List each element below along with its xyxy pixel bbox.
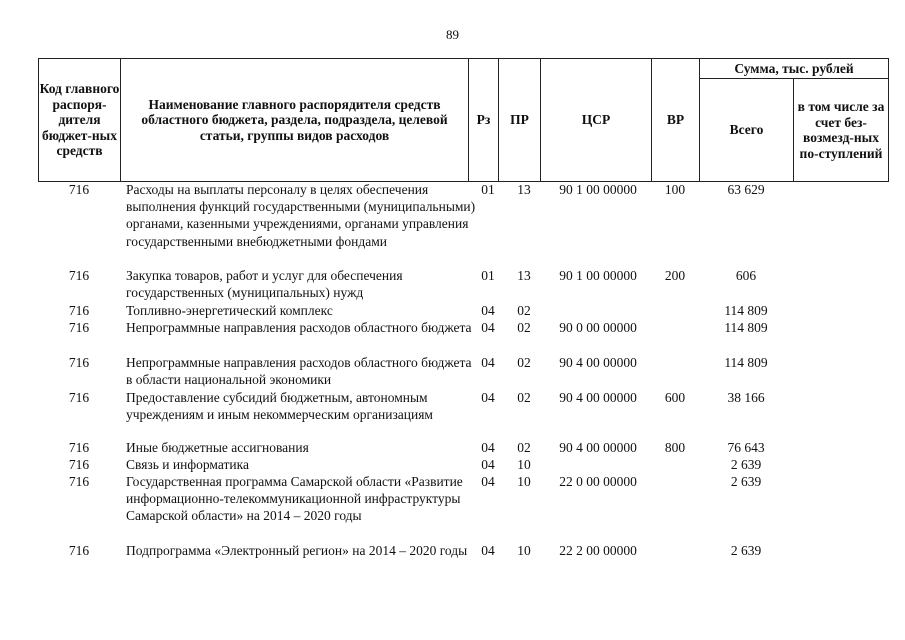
row-csr: 22 0 00 00000 <box>559 474 637 489</box>
table-row <box>38 456 888 473</box>
row-name: Расходы на выплаты персоналу в целях обеспечения выполнения функций государственными (муниципальными) органами, казенными учреждениями, органами управления государственными внебюджетными фондами <box>126 182 476 249</box>
row-vr: 200 <box>664 268 686 283</box>
header-incl-free: в том числе за счет без-возмезд-ных по-ступлений <box>794 79 889 182</box>
row-name: Связь и информатика <box>126 457 249 472</box>
row-code: 716 <box>68 303 90 318</box>
row-rz: 01 <box>481 182 495 197</box>
row-code: 716 <box>68 440 90 455</box>
row-name: Непрограммные направления расходов областного бюджета в области национальной экономики <box>126 355 472 388</box>
table-row <box>38 302 888 319</box>
row-rz: 04 <box>481 320 495 335</box>
row-name: Закупка товаров, работ и услуг для обеспечения государственных (муниципальных) нужд <box>126 268 403 301</box>
row-total: 606 <box>735 268 757 283</box>
row-total: 114 809 <box>724 320 768 335</box>
row-vr: 800 <box>664 440 686 455</box>
row-total: 2 639 <box>730 474 762 489</box>
row-code: 716 <box>68 182 90 197</box>
header-name: Наименование главного распорядителя средств областного бюджета, раздела, подраздела, целевой статьи, группы видов расходов <box>121 59 469 182</box>
row-csr: 90 0 00 00000 <box>559 320 637 335</box>
row-pr: 02 <box>517 440 531 455</box>
table-row <box>38 389 888 439</box>
row-pr: 02 <box>517 320 531 335</box>
row-total: 2 639 <box>730 543 762 558</box>
row-total: 76 643 <box>727 440 765 455</box>
row-code: 716 <box>68 474 90 489</box>
row-total: 114 809 <box>724 355 768 370</box>
row-pr: 02 <box>517 390 531 405</box>
row-total: 38 166 <box>727 390 765 405</box>
row-name: Предоставление субсидий бюджетным, автономным учреждениям и иным некоммерческим организациям <box>126 390 433 423</box>
header-total: Всего <box>700 79 794 182</box>
row-csr: 90 1 00 00000 <box>559 182 637 197</box>
header-sum-group: Сумма, тыс. рублей <box>700 59 889 79</box>
row-rz: 04 <box>481 390 495 405</box>
row-pr: 10 <box>517 543 531 558</box>
row-pr: 10 <box>517 474 531 489</box>
row-csr: 22 2 00 00000 <box>559 543 637 558</box>
table-row <box>38 542 888 577</box>
header-code: Код главного распоря-дителя бюджет-ных средств <box>39 59 121 182</box>
table-row <box>38 439 888 456</box>
row-rz: 01 <box>481 268 495 283</box>
row-pr: 02 <box>517 355 531 370</box>
row-rz: 04 <box>481 457 495 472</box>
row-code: 716 <box>68 268 90 283</box>
row-rz: 04 <box>481 355 495 370</box>
row-rz: 04 <box>481 543 495 558</box>
row-rz: 04 <box>481 474 495 489</box>
row-csr: 90 4 00 00000 <box>559 390 637 405</box>
header-pr: ПР <box>499 59 541 182</box>
row-pr: 10 <box>517 457 531 472</box>
row-rz: 04 <box>481 440 495 455</box>
row-total: 114 809 <box>724 303 768 318</box>
row-code: 716 <box>68 457 90 472</box>
header-csr: ЦСР <box>541 59 652 182</box>
row-name: Государственная программа Самарской области «Развитие информационно-телекоммуникационной инфраструктуры Самарской области» на 2014 – 2020 годы <box>126 474 463 524</box>
row-total: 63 629 <box>727 182 765 197</box>
row-vr: 600 <box>664 390 686 405</box>
table-body <box>38 181 888 577</box>
row-vr: 100 <box>664 182 686 197</box>
row-pr: 02 <box>517 303 531 318</box>
header-rz: Рз <box>469 59 499 182</box>
row-csr: 90 4 00 00000 <box>559 440 637 455</box>
table-row <box>38 354 888 389</box>
page-number: 89 <box>446 27 459 42</box>
row-csr: 90 1 00 00000 <box>559 268 637 283</box>
row-name: Иные бюджетные ассигнования <box>126 440 309 455</box>
table-row <box>38 319 888 354</box>
header-vr: ВР <box>652 59 700 182</box>
row-rz: 04 <box>481 303 495 318</box>
table-row <box>38 267 888 302</box>
row-code: 716 <box>68 355 90 370</box>
table-header <box>38 58 889 182</box>
row-code: 716 <box>68 543 90 558</box>
row-name: Непрограммные направления расходов областного бюджета <box>126 320 472 335</box>
row-name: Топливно-энергетический комплекс <box>126 303 333 318</box>
row-code: 716 <box>68 390 90 405</box>
row-csr: 90 4 00 00000 <box>559 355 637 370</box>
row-pr: 13 <box>517 268 531 283</box>
row-total: 2 639 <box>730 457 762 472</box>
row-name: Подпрограмма «Электронный регион» на 2014 – 2020 годы <box>126 543 468 558</box>
table-row <box>38 181 888 267</box>
row-pr: 13 <box>517 182 531 197</box>
table-row <box>38 473 888 542</box>
row-code: 716 <box>68 320 90 335</box>
